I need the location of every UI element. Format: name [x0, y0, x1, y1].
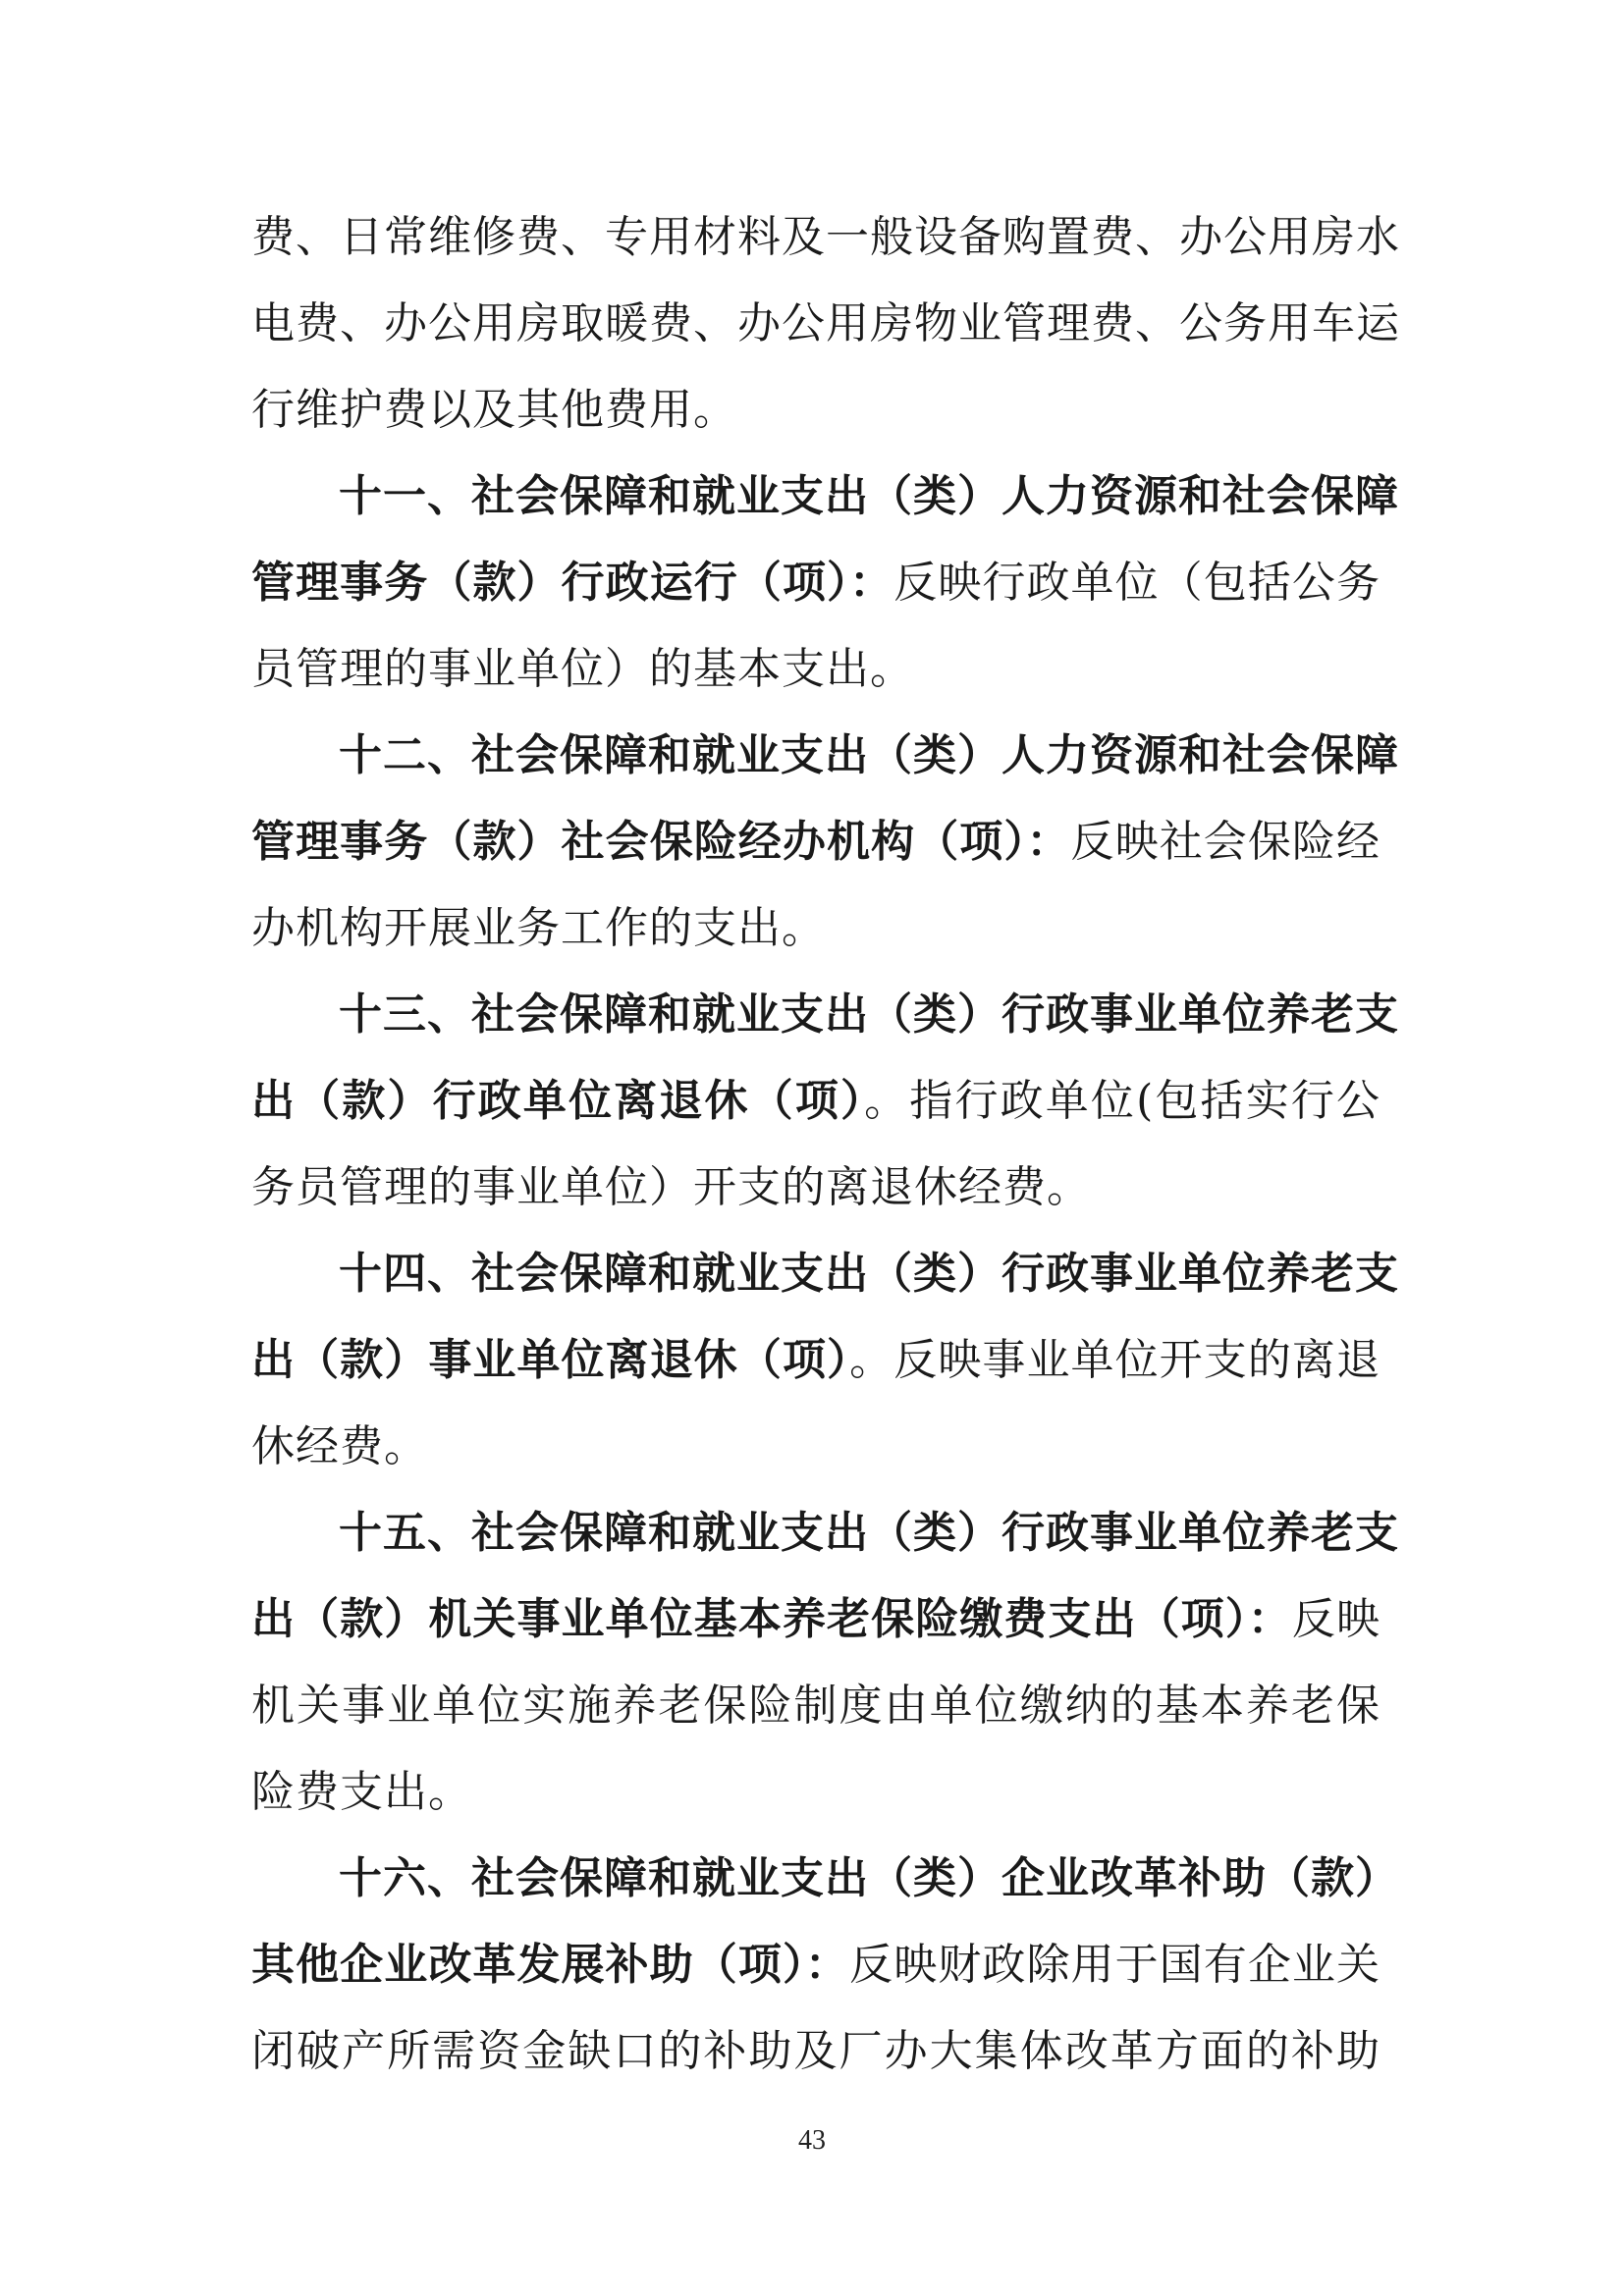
item-heading: 十三、社会保障和就业支出（类）行政事业单位养老支	[339, 989, 1399, 1040]
item-heading: 十五、社会保障和就业支出（类）行政事业单位养老支	[339, 1508, 1399, 1558]
item-description-line: 休经费。	[251, 1421, 428, 1471]
item-description-line: 办机构开展业务工作的支出。	[251, 903, 826, 953]
item-description-line: 员管理的事业单位）的基本支出。	[251, 644, 914, 694]
item-heading-continued: 管理事务（款）社会保险经办机构（项）：	[251, 817, 1071, 867]
item-heading-continued: 出（款）事业单位离退休（项）	[251, 1335, 850, 1385]
item-description: 反映	[1291, 1594, 1381, 1644]
paragraph-line: 费、日常维修费、专用材料及一般设备购置费、办公用房水	[251, 212, 1400, 262]
item-line	[251, 1072, 1380, 1131]
item-description: 反映社会保险经	[1070, 817, 1381, 867]
item-description-line: 闭破产所需资金缺口的补助及厂办大集体改革方面的补助	[251, 2026, 1380, 2076]
item-heading: 十四、社会保障和就业支出（类）行政事业单位养老支	[339, 1249, 1399, 1299]
item-heading-continued: 出（款）行政单位离退休（项）	[251, 1076, 865, 1126]
item-heading: 十二、社会保障和就业支出（类）人力资源和社会保障	[339, 730, 1399, 780]
item-line	[251, 1331, 1380, 1390]
item-description-line: 务员管理的事业单位）开支的离退休经费。	[251, 1162, 1091, 1212]
item-description-line: 险费支出。	[251, 1767, 472, 1817]
item-line	[251, 554, 1380, 613]
item-line	[251, 813, 1380, 872]
item-line	[251, 1936, 1380, 1995]
item-heading-continued: 其他企业改革发展补助（项）：	[251, 1940, 850, 1990]
item-description: 反映财政除用于国有企业关	[849, 1940, 1381, 1990]
paragraph-line: 行维护费以及其他费用。	[251, 385, 737, 435]
item-description: 反映行政单位（包括公务	[893, 558, 1381, 608]
item-heading: 十一、社会保障和就业支出（类）人力资源和社会保障	[339, 471, 1399, 521]
item-description: 。反映事业单位开支的离退	[849, 1335, 1381, 1385]
item-heading: 十六、社会保障和就业支出（类）企业改革补助（款）	[339, 1853, 1399, 1903]
item-description: 。指行政单位(包括实行公	[864, 1076, 1381, 1126]
item-line	[251, 1590, 1380, 1649]
page-number: 43	[798, 2125, 826, 2156]
item-description-line: 机关事业单位实施养老保险制度由单位缴纳的基本养老保	[251, 1681, 1380, 1731]
item-heading-continued: 管理事务（款）行政运行（项）：	[251, 558, 894, 608]
paragraph-line: 电费、办公用房取暖费、办公用房物业管理费、公务用车运	[251, 298, 1400, 348]
item-heading-continued: 出（款）机关事业单位基本养老保险缴费支出（项）：	[251, 1594, 1292, 1644]
